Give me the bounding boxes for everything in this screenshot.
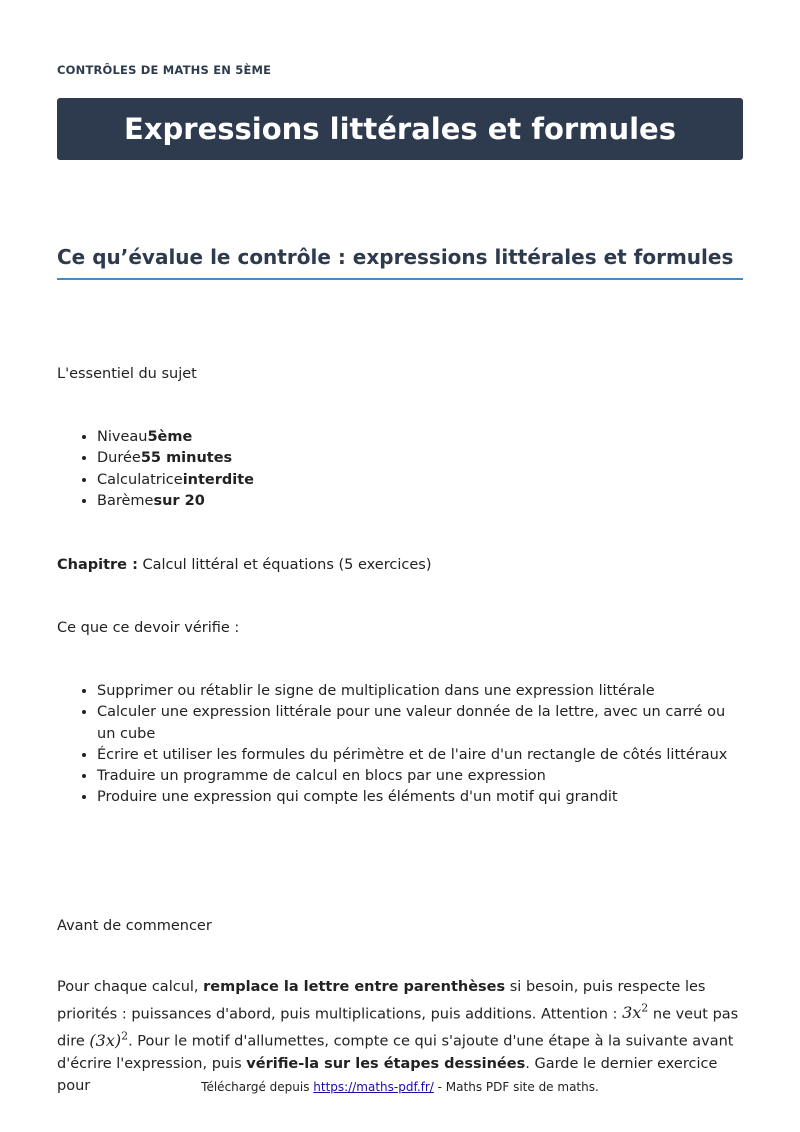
chapitre-label: Chapitre : [57,557,138,573]
footer: Téléchargé depuis https://maths-pdf.fr/ - Maths PDF site de maths. [201,1080,599,1094]
list-item: • Calculer une expression littérale pour une valeur donnée de la lettre, avec un carré ou un cube [97,702,743,745]
avant-paragraph: Pour chaque calcul, remplace la lettre entre parenthèses si besoin, puis respecte les priorités : puissances d'abord, puis multiplications, puis additions. Attention : $3x^2$ ne veut pas dire $(3x)^2$. Pour le motif d'allumettes, compte ce qui s'ajoute d'une étape à la suivante avant d'écrire l'expression, puis vérifie-la sur les étapes dessinées. Garde le dernier exercice pour [57,979,739,1094]
list-item: • Barèmesur 20 [97,491,254,512]
footer-link[interactable]: https://maths-pdf.fr/ [313,1080,434,1094]
verifie-label: Ce que ce devoir vérifie : [57,620,240,636]
page-title: Expressions littérales et formules [124,112,676,146]
chapitre-line [57,555,431,576]
list-item: • Calculatriceinterdite [97,470,254,491]
essentiel-label: L'essentiel du sujet [57,366,197,382]
list-item: • Supprimer ou rétablir le signe de multiplication dans une expression littérale [97,681,743,702]
avant-label: Avant de commencer [57,918,212,934]
section-heading: Ce qu’évalue le contrôle : expressions littérales et formules [57,245,743,280]
math-expression: $3x^2$ [622,1002,649,1023]
list-item: • Écrire et utiliser les formules du périmètre et de l'aire d'un rectangle de côtés littéraux [97,745,743,766]
verifie-list [57,681,743,809]
list-item: • Produire une expression qui compte les éléments d'un motif qui grandit [97,787,743,808]
list-item: • Traduire un programme de calcul en blocs par une expression [97,766,743,787]
kicker: CONTRÔLES DE MATHS EN 5ÈME [57,63,272,77]
essentiel-list [57,427,254,512]
list-item: • Durée55 minutes [97,448,254,469]
list-item: • Niveau5ème [97,427,254,448]
chapitre-value: Calcul littéral et équations (5 exercices) [142,557,432,573]
title-banner [57,98,743,160]
math-expression: $(3x)^2$ [89,1029,129,1050]
